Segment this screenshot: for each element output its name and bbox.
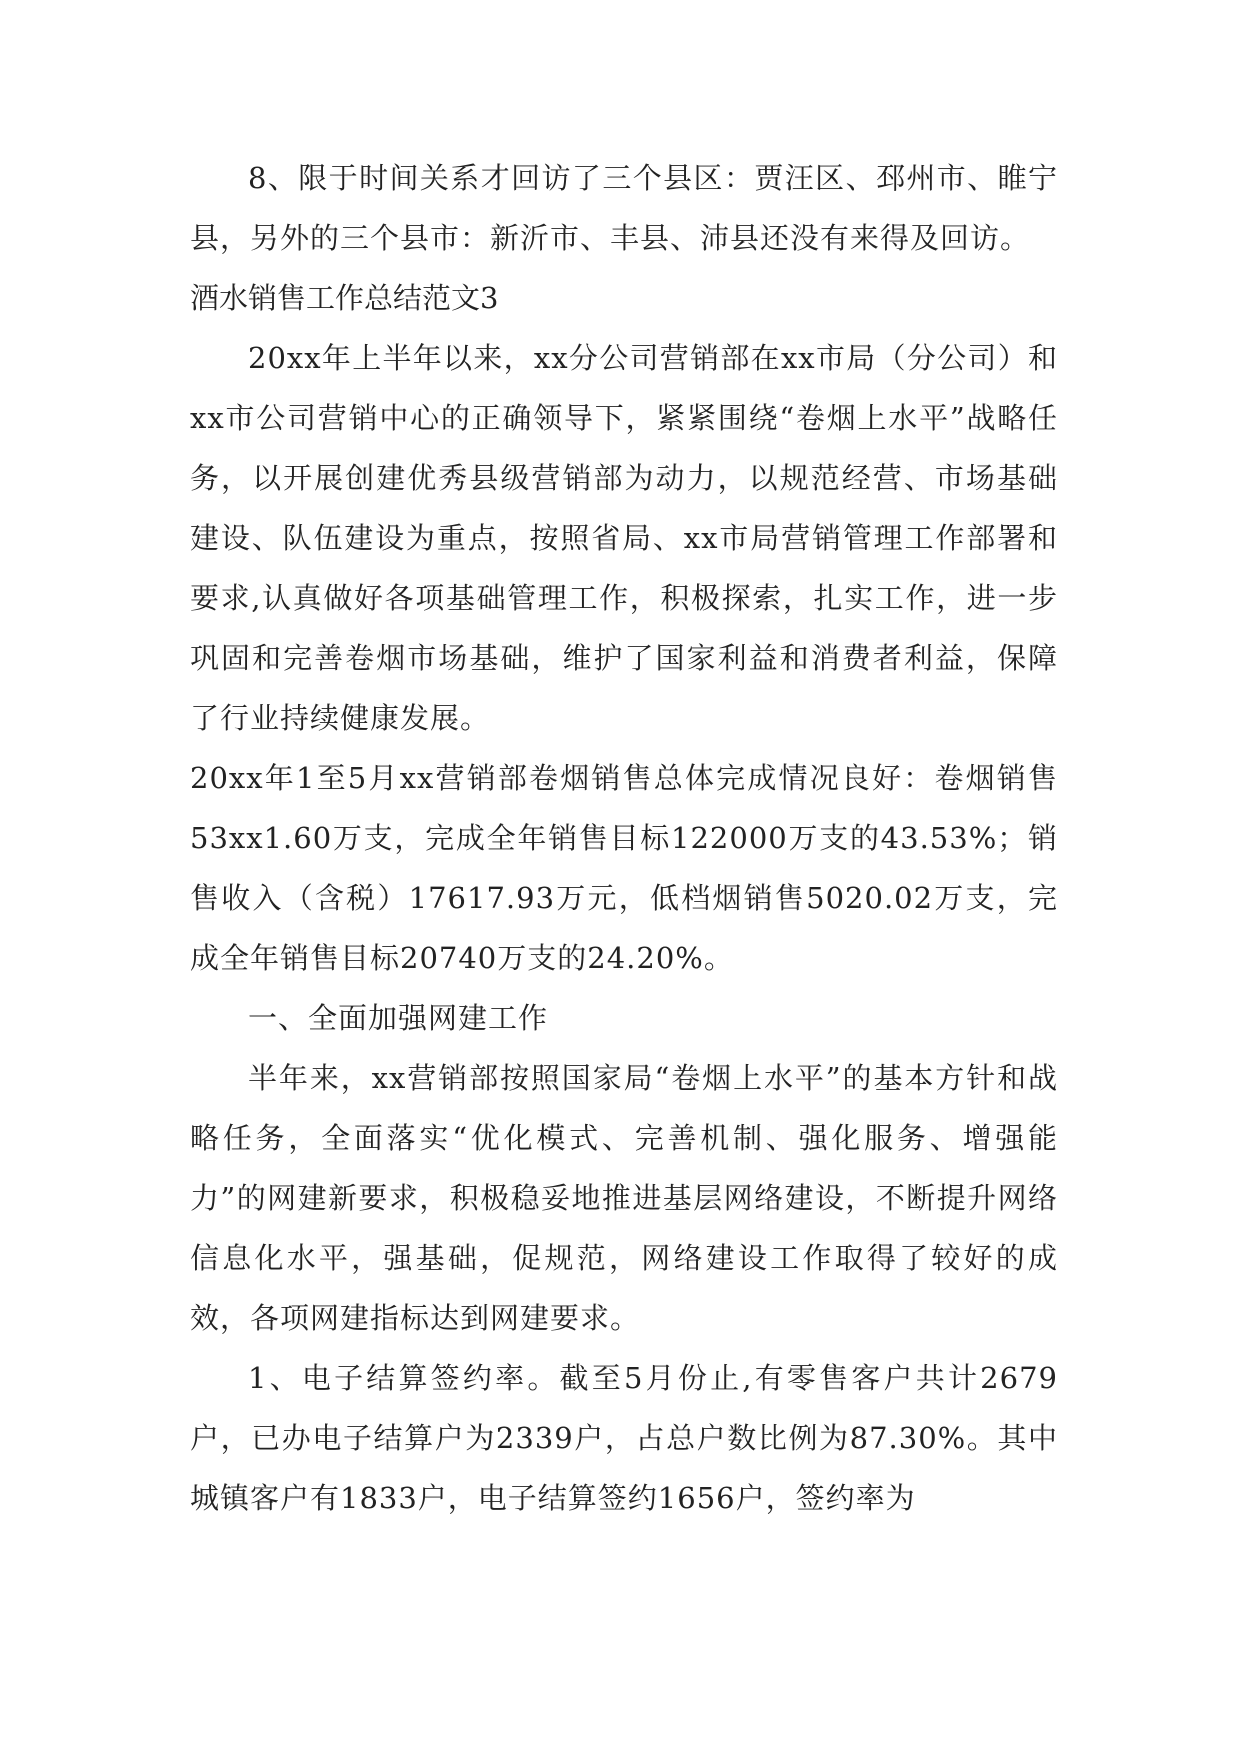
document-body — [190, 148, 1058, 1528]
section-subheading: 一、全面加强网建工作 — [248, 1001, 549, 1035]
body-paragraph: 20xx年1至5月xx营销部卷烟销售总体完成情况良好：卷烟销售53xx1.60万支，完成全年销售目标122000万支的43.53%；销售收入（含税）17617.93万元，低档烟销售5020.02万支，完成全年销售目标20740万支的24.20%。 — [190, 761, 1058, 975]
body-paragraph: 半年来，xx营销部按照国家局“卷烟上水平”的基本方针和战略任务，全面落实“优化模式、完善机制、强化服务、增强能力”的网建新要求，积极稳妥地推进基层网络建设，不断提升网络信息化水平，强基础，促规范，网络建设工作取得了较好的成效，各项网建指标达到网建要求。 — [190, 1061, 1058, 1335]
body-paragraph: 20xx年上半年以来，xx分公司营销部在xx市局（分公司）和xx市公司营销中心的正确领导下，紧紧围绕“卷烟上水平”战略任务，以开展创建优秀县级营销部为动力，以规范经营、市场基础建设、队伍建设为重点，按照省局、xx市局营销管理工作部署和要求,认真做好各项基础管理工作，积极探索，扎实工作，进一步巩固和完善卷烟市场基础，维护了国家利益和消费者利益，保障了行业持续健康发展。 — [190, 341, 1058, 735]
body-paragraph: 1、电子结算签约率。截至5月份止,有零售客户共计2679户，已办电子结算户为2339户，占总户数比例为87.30%。其中城镇客户有1833户，电子结算签约1656户，签约率为 — [190, 1361, 1058, 1515]
section-title: 酒水销售工作总结范文3 — [190, 281, 499, 315]
list-item-paragraph: 8、限于时间关系才回访了三个县区：贾汪区、邳州市、睢宁县，另外的三个县市：新沂市、丰县、沛县还没有来得及回访。 — [190, 161, 1058, 255]
